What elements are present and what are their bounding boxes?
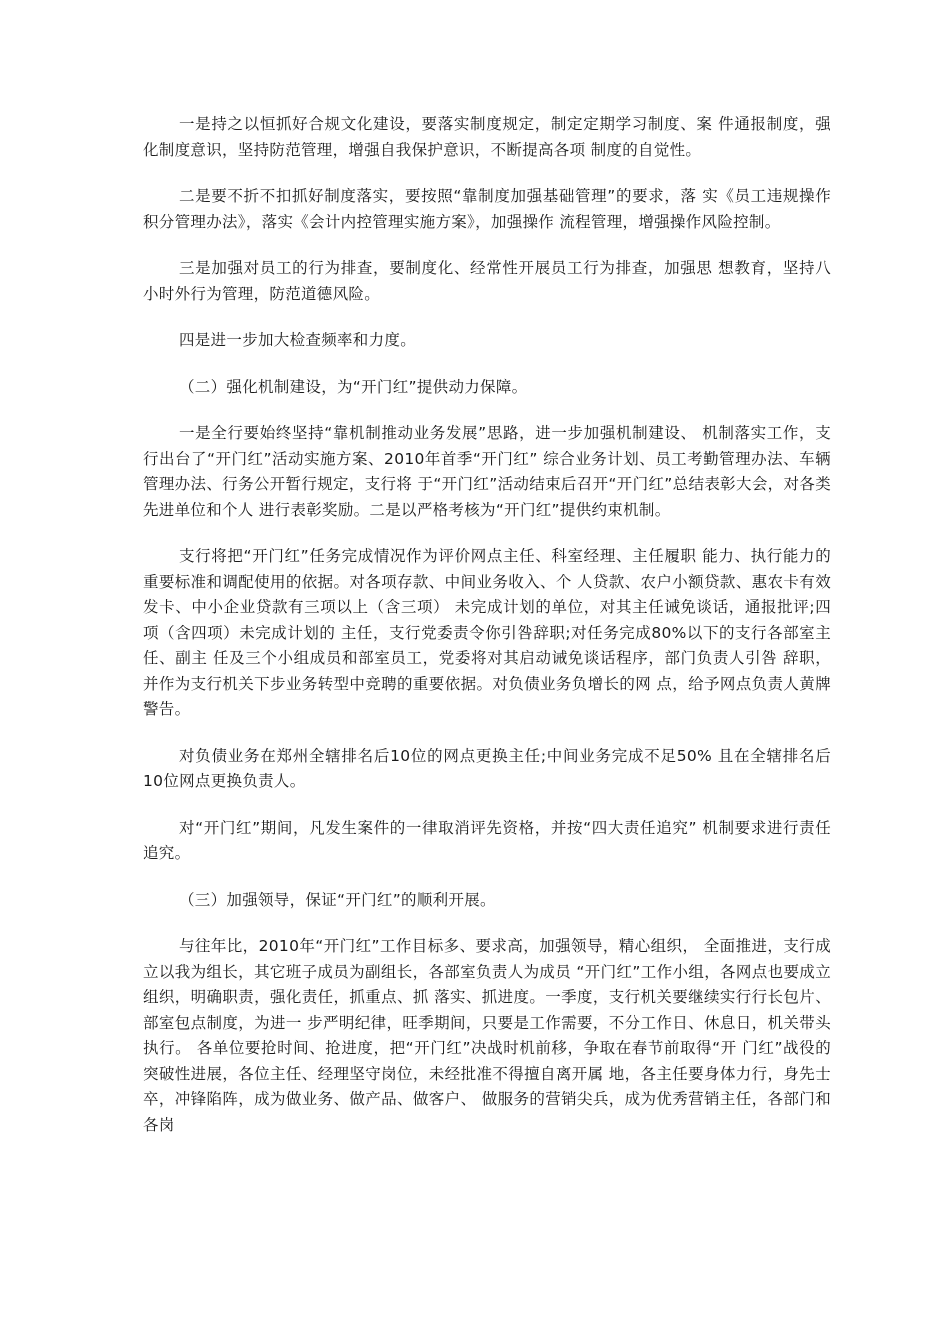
document-body xyxy=(143,112,831,1159)
paragraph-compliance-culture: 一是持之以恒抓好合规文化建设，要落实制度规定，制定定期学习制度、案 件通报制度，强化制度意识，坚持防范管理，增强自我保护意识，不断提高各项 制度的自觉性。 xyxy=(143,115,831,159)
paragraph-mechanism-building: 一是全行要始终坚持“靠机制推动业务发展”思路，进一步加强机制建设、 机制落实工作，支行出台了“开门红”活动实施方案、2010年首季“开门红” 综合业务计划、员工考勤管理办法、车辆管理办法、行务公开暂行规定，支行将 于“开门红”活动结束后召开“开门红”总结表彰大会，对各类先进单位和个人 进行表彰奖励。二是以严格考核为“开门红”提供约束机制。 xyxy=(143,424,831,519)
paragraph-leadership-details: 与往年比，2010年“开门红”工作目标多、要求高，加强领导，精心组织， 全面推进，支行成立以我为组长，其它班子成员为副组长，各部室负责人为成员 “开门红”工作小组，各网点也要成立组织，明确职责，强化责任，抓重点、抓 落实、抓进度。一季度，支行机关要继续实行行长包片、部室包点制度，为进一 步严明纪律，旺季期间，只要是工作需要，不分工作日、休息日，机关带头执行。 各单位要抢时间、抢进度，把“开门红”决战时机前移，争取在春节前取得“开 门红”战役的突破性进展，各位主任、经理坚守岗位，未经批准不得擅自离开属 地，各主任要身体力行，身先士卒，冲锋陷阵，成为做业务、做产品、做客户、 做服务的营销尖兵，成为优秀营销主任，各部门和各岗 xyxy=(143,937,831,1134)
paragraph-assessment-criteria: 支行将把“开门红”任务完成情况作为评价网点主任、科室经理、主任履职 能力、执行能力的重要标准和调配使用的依据。对各项存款、中间业务收入、个 人贷款、农户小额贷款、惠农卡有效发卡、中小企业贷款有三项以上（含三项） 未完成计划的单位，对其主任诫免谈话，通报批评;四项（含四项）未完成计划的 主任，支行党委责令你引咎辞职;对任务完成80%以下的支行各部室主任、副主 任及三个小组成员和部室员工，党委将对其启动诫免谈话程序，部门负责人引咎 辞职，并作为支行机关下步业务转型中竞聘的重要依据。对负债业务负增长的网 点，给予网点负责人黄牌警告。 xyxy=(143,547,831,718)
paragraph-ranking-replacement: 对负债业务在郑州全辖排名后10位的网点更换主任;中间业务完成不足50% 且在全辖排名后10位网点更换负责人。 xyxy=(143,746,831,790)
paragraph-employee-screening: 三是加强对员工的行为排查，要制度化、经常性开展员工行为排查，加强思 想教育，坚持八小时外行为管理，防范道德风险。 xyxy=(143,259,831,303)
paragraph-accountability: 对“开门红”期间，凡发生案件的一律取消评先资格，并按“四大责任追究” 机制要求进行责任追究。 xyxy=(143,818,831,862)
section-heading-mechanism: （二）强化机制建设，为“开门红”提供动力保障。 xyxy=(179,377,528,396)
paragraph-inspection-frequency: 四是进一步加大检查频率和力度。 xyxy=(179,331,417,349)
paragraph-system-implementation: 二是要不折不扣抓好制度落实，要按照“靠制度加强基础管理”的要求，落 实《员工违规操作积分管理办法》，落实《会计内控管理实施方案》，加强操作 流程管理，增强操作风险控制。 xyxy=(143,187,831,231)
section-heading-leadership: （三）加强领导，保证“开门红”的顺利开展。 xyxy=(179,890,496,909)
